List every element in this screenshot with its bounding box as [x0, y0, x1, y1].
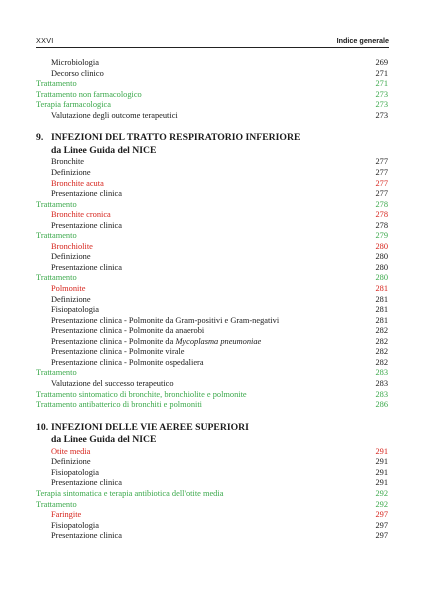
- toc-entry-title: [36, 273, 77, 284]
- toc-entry[interactable]: [36, 457, 388, 468]
- toc-entry-page: 277: [375, 178, 388, 188]
- toc-entry[interactable]: [36, 510, 388, 521]
- toc-entry[interactable]: [36, 468, 388, 479]
- toc-entry-page: 280: [375, 262, 388, 272]
- toc-entry-page: 278: [375, 210, 388, 220]
- toc-entry[interactable]: [36, 90, 388, 101]
- toc-entry-page: 278: [375, 220, 388, 230]
- toc-entry-page: 297: [375, 510, 388, 520]
- toc-entry-title: [51, 210, 111, 221]
- toc-entry-text: Presentazione clinica - Polmonite virale: [51, 347, 185, 357]
- toc-entry[interactable]: [36, 179, 388, 190]
- toc-entry-text: Presentazione clinica: [51, 262, 122, 272]
- toc-entry-page: 273: [375, 110, 388, 120]
- toc-entry[interactable]: [36, 284, 388, 295]
- toc-entry-title: [51, 69, 104, 80]
- toc-entry[interactable]: [36, 347, 388, 358]
- toc-entry-page: 292: [375, 488, 388, 498]
- toc-entry-text: Presentazione clinica - Polmonite ospedaliera: [51, 357, 204, 367]
- toc-entry-page: 280: [375, 241, 388, 251]
- toc-entry-text: Definizione: [51, 252, 91, 262]
- chapter-subtitle: [36, 145, 388, 158]
- chapter-title: INFEZIONI DELLE VIE AEREE SUPERIORI: [51, 421, 249, 433]
- page-number: XXVI: [36, 36, 54, 45]
- toc-entry-title: [51, 447, 90, 458]
- toc-entry-title: [51, 379, 174, 390]
- toc-entry-title: [36, 400, 202, 411]
- toc-entry-page: 291: [375, 457, 388, 467]
- toc-entry-text: Presentazione clinica: [51, 478, 122, 488]
- toc-entry[interactable]: [36, 368, 388, 379]
- toc-entry-page: 291: [375, 478, 388, 488]
- toc-entry-page: 292: [375, 499, 388, 509]
- toc-entry-page: 283: [375, 378, 388, 388]
- toc-entry-text: Trattamento: [36, 231, 77, 241]
- toc-entry[interactable]: [36, 447, 388, 458]
- toc-entry-text: Otite media: [51, 446, 91, 456]
- toc-entry[interactable]: [36, 252, 388, 263]
- toc-entry[interactable]: [36, 69, 388, 80]
- toc-entry-title: [36, 90, 142, 101]
- toc-entry-text: Definizione: [51, 457, 91, 467]
- toc-entry-page: 282: [375, 326, 388, 336]
- chapter-subtitle-text: da Linee Guida del NICE: [51, 144, 157, 156]
- toc-entry-title: [51, 316, 279, 327]
- toc-entry-title: [51, 337, 261, 348]
- toc-entry-title: [51, 168, 91, 179]
- toc-entry-text: Trattamento: [36, 499, 77, 509]
- toc-entry[interactable]: [36, 263, 388, 274]
- toc-entry-text: Fisiopatologia: [51, 305, 99, 315]
- toc-entry-text: Bronchiolite: [51, 241, 93, 251]
- toc-entry-text: Polmonite: [51, 284, 86, 294]
- toc-entry-text: Microbiologia: [51, 58, 99, 67]
- toc-entry[interactable]: [36, 326, 388, 337]
- toc-entry[interactable]: [36, 200, 388, 211]
- toc-entry[interactable]: [36, 100, 388, 111]
- table-of-contents: [36, 58, 388, 542]
- toc-entry[interactable]: [36, 111, 388, 122]
- toc-entry[interactable]: [36, 500, 388, 511]
- toc-entry[interactable]: [36, 390, 388, 401]
- toc-entry-title: [51, 252, 91, 263]
- toc-entry-title: [51, 531, 122, 542]
- toc-entry-title: [36, 489, 223, 500]
- toc-entry[interactable]: [36, 489, 388, 500]
- toc-entry-text: Bronchite: [51, 157, 85, 167]
- toc-entry[interactable]: [36, 242, 388, 253]
- toc-entry-page: 283: [375, 389, 388, 399]
- toc-entry-text: Trattamento non farmacologico: [36, 89, 142, 99]
- toc-entry[interactable]: [36, 316, 388, 327]
- toc-entry-title: [51, 358, 204, 369]
- section-title: Indice generale: [336, 36, 389, 45]
- toc-entry-page: 281: [375, 305, 388, 315]
- toc-entry-page: 278: [375, 199, 388, 209]
- toc-entry-text: Presentazione clinica - Polmonite da Gram-positivi e Gram-negativi: [51, 315, 280, 325]
- toc-entry-title: [51, 242, 93, 253]
- toc-entry[interactable]: [36, 400, 388, 411]
- toc-entry-title: [36, 390, 247, 401]
- toc-entry-page: 271: [375, 68, 388, 78]
- toc-entry[interactable]: [36, 189, 388, 200]
- toc-entry-text: Presentazione clinica - Polmonite da anaerobi: [51, 326, 205, 336]
- toc-entry[interactable]: [36, 531, 388, 542]
- toc-entry-page: 277: [375, 189, 388, 199]
- toc-entry-text: Terapia farmacologica: [36, 100, 111, 110]
- toc-entry-text: Valutazione degli outcome terapeutici: [51, 110, 178, 120]
- toc-entry-page: 297: [375, 520, 388, 530]
- chapter-subtitle: [36, 434, 388, 447]
- toc-entry-title: [51, 510, 81, 521]
- toc-entry[interactable]: [36, 305, 388, 316]
- toc-entry-page: 283: [375, 368, 388, 378]
- toc-entry[interactable]: [36, 58, 388, 69]
- toc-entry[interactable]: [36, 231, 388, 242]
- toc-entry-text: Presentazione clinica: [51, 189, 122, 199]
- toc-entry-page: 280: [375, 252, 388, 262]
- toc-entry-text: Fisiopatologia: [51, 520, 99, 530]
- toc-entry-page: 297: [375, 531, 388, 541]
- toc-entry-text: Bronchite cronica: [51, 210, 111, 220]
- toc-entry-text: Presentazione clinica - Polmonite da: [51, 336, 176, 346]
- toc-entry-title: [51, 295, 91, 306]
- toc-entry-page: 281: [375, 315, 388, 325]
- toc-entry-title: [51, 305, 99, 316]
- toc-entry-page: 282: [375, 336, 388, 346]
- toc-entry-page: 291: [375, 467, 388, 477]
- chapter-number: 9.: [36, 132, 44, 144]
- chapter-spacer: [36, 411, 388, 422]
- toc-entry-text: Trattamento antibatterico di bronchiti e polmoniti: [36, 400, 202, 410]
- toc-entry-page: 291: [375, 446, 388, 456]
- toc-entry-text: Definizione: [51, 294, 91, 304]
- toc-entry-title: [36, 500, 77, 511]
- toc-entry-page: 280: [375, 273, 388, 283]
- toc-entry-page: 269: [375, 58, 388, 67]
- toc-entry[interactable]: [36, 358, 388, 369]
- chapter-spacer: [36, 121, 388, 132]
- chapter-heading[interactable]: [36, 132, 388, 145]
- toc-entry-title: [51, 284, 85, 295]
- toc-entry-title: [51, 221, 122, 232]
- toc-entry-title: [51, 157, 84, 168]
- toc-entry[interactable]: [36, 210, 388, 221]
- toc-entry-text: Trattamento: [36, 199, 77, 209]
- toc-entry-text: Terapia sintomatica e terapia antibiotica dell'otite media: [36, 488, 224, 498]
- toc-entry-text: Presentazione clinica: [51, 531, 122, 541]
- toc-entry[interactable]: [36, 295, 388, 306]
- toc-entry-page: 281: [375, 294, 388, 304]
- toc-entry-title: [51, 326, 204, 337]
- toc-entry-title: [36, 368, 77, 379]
- toc-entry-title: [51, 58, 99, 69]
- chapter-title: INFEZIONI DEL TRATTO RESPIRATORIO INFERIORE: [51, 132, 301, 144]
- toc-entry-title: [51, 347, 185, 358]
- chapter-heading[interactable]: [36, 422, 388, 435]
- toc-entry[interactable]: [36, 379, 388, 390]
- toc-entry-page: 279: [375, 231, 388, 241]
- toc-entry-title: [51, 111, 178, 122]
- toc-entry-text: Presentazione clinica: [51, 220, 122, 230]
- chapter-subtitle-text: da Linee Guida del NICE: [51, 434, 157, 446]
- toc-entry-text: Valutazione del successo terapeutico: [51, 378, 174, 388]
- toc-entry-title: [51, 468, 99, 479]
- toc-entry-text: Fisiopatologia: [51, 467, 99, 477]
- toc-entry-title: [36, 231, 77, 242]
- toc-entry-text: Bronchite acuta: [51, 178, 104, 188]
- toc-entry-text: Definizione: [51, 168, 91, 178]
- toc-entry[interactable]: [36, 337, 388, 348]
- toc-entry-title: [51, 263, 122, 274]
- toc-entry-title: [51, 457, 91, 468]
- toc-entry[interactable]: [36, 157, 388, 168]
- toc-entry-page: 286: [375, 400, 388, 410]
- toc-entry[interactable]: [36, 478, 388, 489]
- toc-entry-page: 277: [375, 157, 388, 167]
- toc-entry-title: [51, 179, 104, 190]
- toc-entry[interactable]: [36, 168, 388, 179]
- toc-entry-title: [51, 478, 122, 489]
- toc-entry-page: 271: [375, 79, 388, 89]
- toc-entry-text: Trattamento: [36, 79, 77, 89]
- toc-entry-title: [36, 100, 111, 111]
- chapter-number: 10.: [36, 421, 49, 433]
- toc-entry-page: 282: [375, 357, 388, 367]
- toc-entry-title: [51, 189, 122, 200]
- toc-entry-page: 281: [375, 284, 388, 294]
- toc-entry-text: Trattamento sintomatico di bronchite, bronchiolite e polmonite: [36, 389, 247, 399]
- toc-entry[interactable]: [36, 79, 388, 90]
- toc-entry-page: 282: [375, 347, 388, 357]
- toc-entry-page: 273: [375, 89, 388, 99]
- toc-entry-page: 277: [375, 168, 388, 178]
- toc-entry-title: [36, 200, 77, 211]
- toc-entry[interactable]: [36, 521, 388, 532]
- toc-entry-page: 273: [375, 100, 388, 110]
- toc-entry[interactable]: [36, 273, 388, 284]
- header-rule: [36, 47, 389, 48]
- toc-entry-text: Faringite: [51, 510, 82, 520]
- toc-entry-title: [36, 79, 77, 90]
- toc-entry-text: Decorso clinico: [51, 68, 104, 78]
- running-header: [36, 34, 389, 48]
- toc-entry[interactable]: [36, 221, 388, 232]
- toc-entry-text: Trattamento: [36, 273, 77, 283]
- toc-entry-title: [51, 521, 99, 532]
- toc-entry-italic: Mycoplasma pneumoniae: [175, 336, 262, 346]
- toc-entry-text: Trattamento: [36, 368, 77, 378]
